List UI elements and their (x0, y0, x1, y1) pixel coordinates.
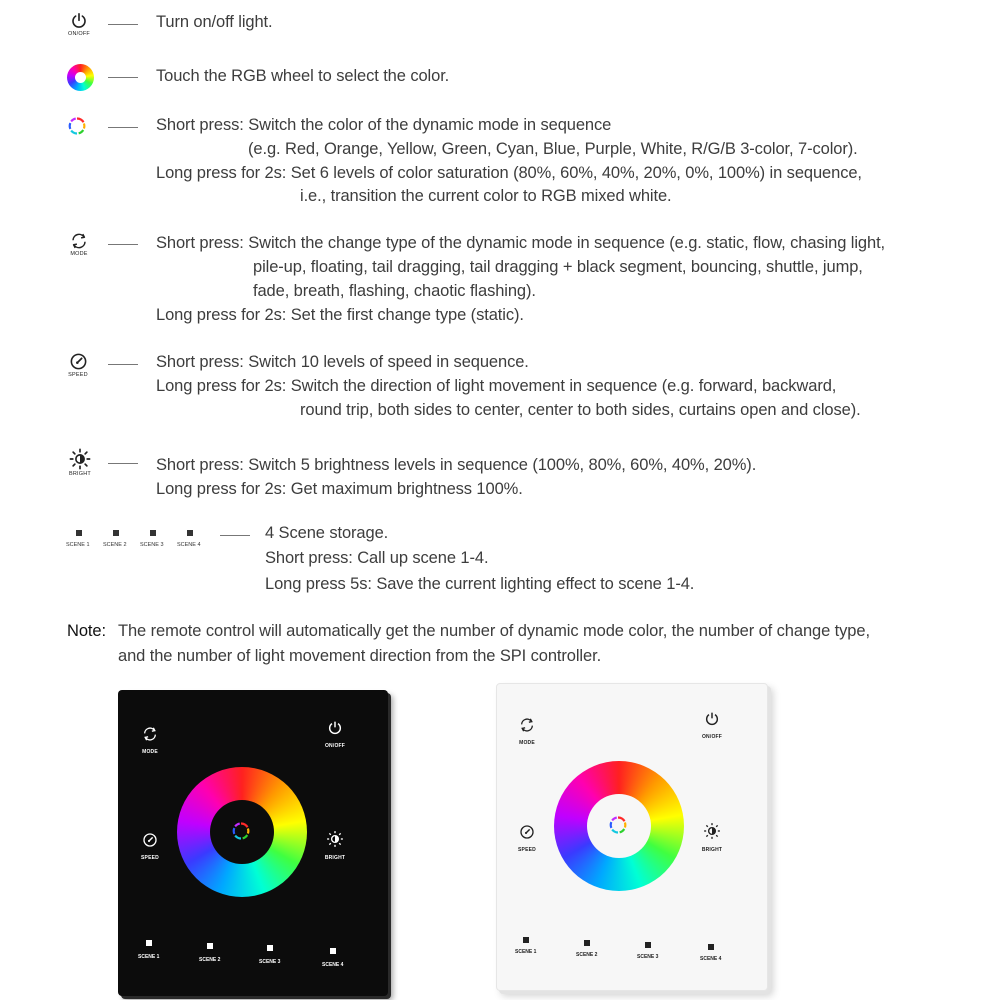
divider-dash (108, 127, 138, 128)
color-wheel-icon (67, 64, 94, 91)
white-remote-panel (496, 683, 768, 991)
onoff-caption: ON/OFF (68, 31, 90, 37)
color-ring-icon (608, 815, 628, 835)
scene-2-square-icon (113, 530, 119, 536)
scene-3-button[interactable] (645, 942, 651, 948)
color-description-line: (e.g. Red, Orange, Yellow, Green, Cyan, Blue, Purple, White, R/G/B 3-color, 7-color). (248, 140, 858, 158)
sun-icon (326, 830, 344, 848)
onoff-button[interactable] (315, 720, 355, 749)
bright-button-label: BRIGHT (701, 847, 723, 853)
color-ring-icon (231, 821, 251, 841)
mode-button[interactable] (130, 726, 170, 755)
onoff-button-label: ON/OFF (701, 734, 723, 740)
speedometer-icon (142, 832, 158, 848)
scene-4-label: SCENE 4 (322, 962, 344, 968)
cycle-arrows-icon (70, 232, 88, 250)
onoff-legend-icon (59, 12, 99, 37)
mode-caption: MODE (70, 251, 88, 257)
color-description-line: Short press: Switch the color of the dynamic mode in sequence (156, 116, 612, 134)
black-remote-panel (118, 690, 388, 996)
speedometer-icon (519, 824, 535, 840)
rgb-wheel-legend-icon (60, 64, 100, 91)
divider-dash (108, 364, 138, 365)
scene-2-caption: SCENE 2 (103, 542, 127, 548)
divider-dash (108, 77, 138, 78)
note-text-line: The remote control will automatically get the number of dynamic mode color, the number of change type, (118, 622, 870, 640)
mode-description-line: fade, breath, flashing, chaotic flashing). (253, 282, 536, 300)
speed-button-label: SPEED (518, 847, 536, 853)
scene-2-label: SCENE 2 (576, 952, 598, 958)
note-label: Note: (67, 622, 106, 640)
scene-3-label: SCENE 3 (637, 954, 659, 960)
power-icon (704, 711, 720, 727)
onoff-button-label: ON/OFF (324, 743, 346, 749)
speed-legend-icon (58, 352, 98, 378)
bright-description-line: Short press: Switch 5 brightness levels in sequence (100%, 80%, 60%, 40%, 20%). (156, 456, 757, 474)
rgb-wheel-description: Touch the RGB wheel to select the color. (156, 67, 450, 85)
mode-button-label: MODE (142, 749, 158, 755)
mode-legend-icon (59, 232, 99, 257)
color-description-line: Long press for 2s: Set 6 levels of color saturation (80%, 60%, 40%, 20%, 0%, 100%) in sequence, (156, 164, 862, 182)
scene-1-caption: SCENE 1 (66, 542, 90, 548)
speed-button[interactable] (507, 824, 547, 853)
scene-description-line: 4 Scene storage. (265, 524, 389, 542)
scene-description-line: Short press: Call up scene 1-4. (265, 549, 489, 567)
speedometer-icon (69, 352, 88, 371)
sun-icon (69, 448, 91, 470)
scene-3-caption: SCENE 3 (140, 542, 164, 548)
divider-dash (220, 535, 250, 536)
scene-4-label: SCENE 4 (700, 956, 722, 962)
scene-4-square-icon (187, 530, 193, 536)
color-center-icon (231, 821, 251, 846)
onoff-description: Turn on/off light. (156, 13, 273, 31)
power-icon (327, 720, 343, 736)
speed-caption: SPEED (68, 372, 88, 378)
scene-2-button[interactable] (207, 943, 213, 949)
divider-dash (108, 244, 138, 245)
bright-button-label: BRIGHT (324, 855, 346, 861)
power-icon (70, 12, 88, 30)
bright-button[interactable] (315, 830, 355, 861)
mode-description-line: pile-up, floating, tail dragging, tail dragging + black segment, bouncing, shuttle, jump, (253, 258, 863, 276)
scene-4-button[interactable] (330, 948, 336, 954)
speed-description-line: Long press for 2s: Switch the direction of light movement in sequence (e.g. forward, backward, (156, 377, 837, 395)
scene-3-square-icon (150, 530, 156, 536)
color-ring-icon (67, 116, 87, 136)
bright-caption: BRIGHT (69, 471, 91, 477)
scene-1-square-icon (76, 530, 82, 536)
cycle-arrows-icon (142, 726, 158, 742)
onoff-button[interactable] (692, 711, 732, 740)
note-text-line: and the number of light movement direction from the SPI controller. (118, 647, 602, 665)
mode-button[interactable] (507, 717, 547, 746)
color-center-icon (608, 815, 628, 840)
scene-1-label: SCENE 1 (138, 954, 160, 960)
mode-description-line: Long press for 2s: Set the first change type (static). (156, 306, 524, 324)
speed-description-line: round trip, both sides to center, center to both sides, curtains open and close). (300, 401, 861, 419)
color-description-line: i.e., transition the current color to RGB mixed white. (300, 187, 672, 205)
scene-4-button[interactable] (708, 944, 714, 950)
speed-button-label: SPEED (141, 855, 159, 861)
color-legend-icon (57, 116, 97, 136)
sun-icon (703, 822, 721, 840)
bright-legend-icon (60, 448, 100, 477)
speed-button[interactable] (130, 832, 170, 861)
bright-button[interactable] (692, 822, 732, 853)
speed-description-line: Short press: Switch 10 levels of speed in sequence. (156, 353, 529, 371)
mode-button-label: MODE (519, 740, 535, 746)
scene-4-caption: SCENE 4 (177, 542, 201, 548)
mode-description-line: Short press: Switch the change type of the dynamic mode in sequence (e.g. static, flow, chasing light, (156, 234, 886, 252)
divider-dash (108, 24, 138, 25)
bright-description-line: Long press for 2s: Get maximum brightness 100%. (156, 480, 523, 498)
scene-1-label: SCENE 1 (515, 949, 537, 955)
scene-3-button[interactable] (267, 945, 273, 951)
divider-dash (108, 463, 138, 464)
scene-description-line: Long press 5s: Save the current lighting effect to scene 1-4. (265, 575, 695, 593)
scene-3-label: SCENE 3 (259, 959, 281, 965)
cycle-arrows-icon (519, 717, 535, 733)
scene-2-button[interactable] (584, 940, 590, 946)
scene-2-label: SCENE 2 (199, 957, 221, 963)
scene-1-button[interactable] (146, 940, 152, 946)
scene-1-button[interactable] (523, 937, 529, 943)
